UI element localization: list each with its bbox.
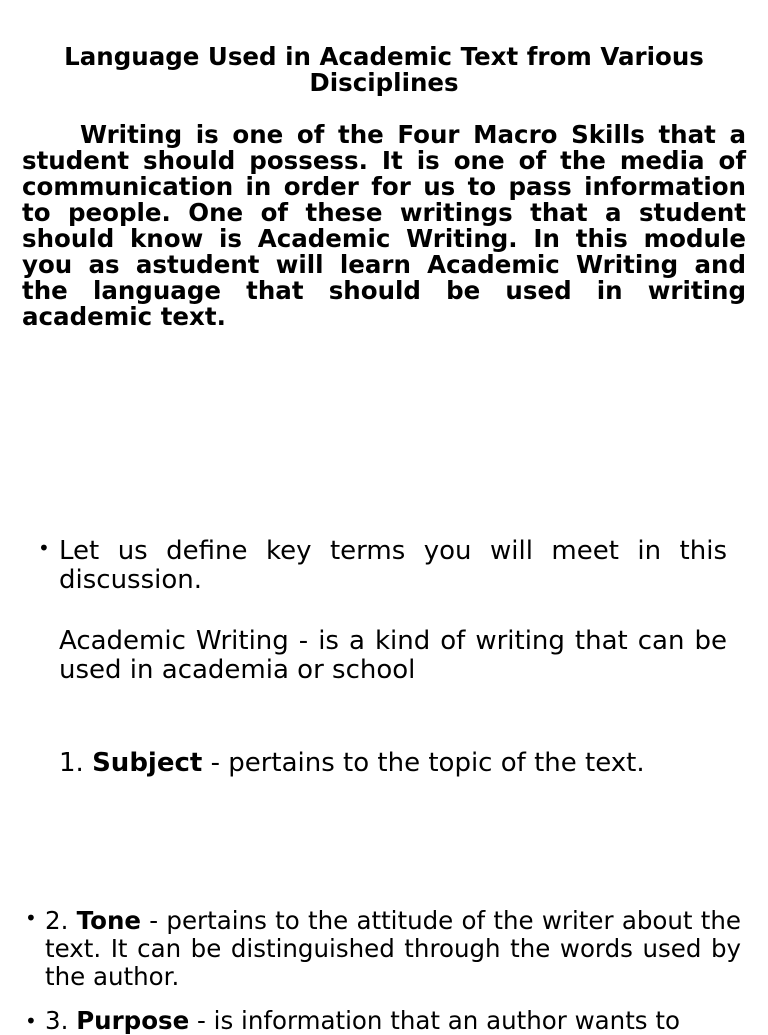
bullet-icon: •: [25, 906, 37, 930]
term-item-tone: [45, 907, 741, 991]
term-number: 3.: [45, 1006, 69, 1035]
term-description: - is information that an author wants to: [189, 1006, 680, 1035]
term-description: - pertains to the topic of the text.: [202, 748, 645, 778]
intro-paragraph: Writing is one of the Four Macro Skills that a student should possess. It is one of the media of communication in order for us to pass information to people. One of these writings that a student should know is Academic Writing. In this module you as astudent will learn Academic Writing and the language that should be used in writing academic text.: [22, 120, 746, 331]
key-terms-section: [59, 537, 727, 778]
bullet-icon: •: [25, 1009, 37, 1033]
key-terms-lead: Let us define key terms you will meet in this discussion.: [59, 536, 727, 595]
term-name: Tone: [76, 906, 142, 935]
term-number: 1.: [59, 748, 84, 778]
spacer: [59, 595, 727, 627]
term-text: [45, 1007, 741, 1035]
term-name: Subject: [92, 748, 203, 778]
bullet-icon: •: [38, 536, 50, 560]
page-title: Language Used in Academic Text from Various Disciplines: [64, 42, 704, 97]
term-number: 2.: [45, 906, 69, 935]
term-description: - pertains to the attitude of the writer about the text. It can be distinguished through the words used by the author.: [45, 906, 741, 991]
term-text: [45, 907, 741, 991]
term-item-subject: [59, 749, 727, 778]
spacer: [59, 685, 727, 749]
term-name: Purpose: [76, 1006, 190, 1035]
academic-writing-definition: Academic Writing - is a kind of writing that can be used in academia or school: [59, 626, 727, 685]
term-item-purpose: [45, 1007, 741, 1035]
